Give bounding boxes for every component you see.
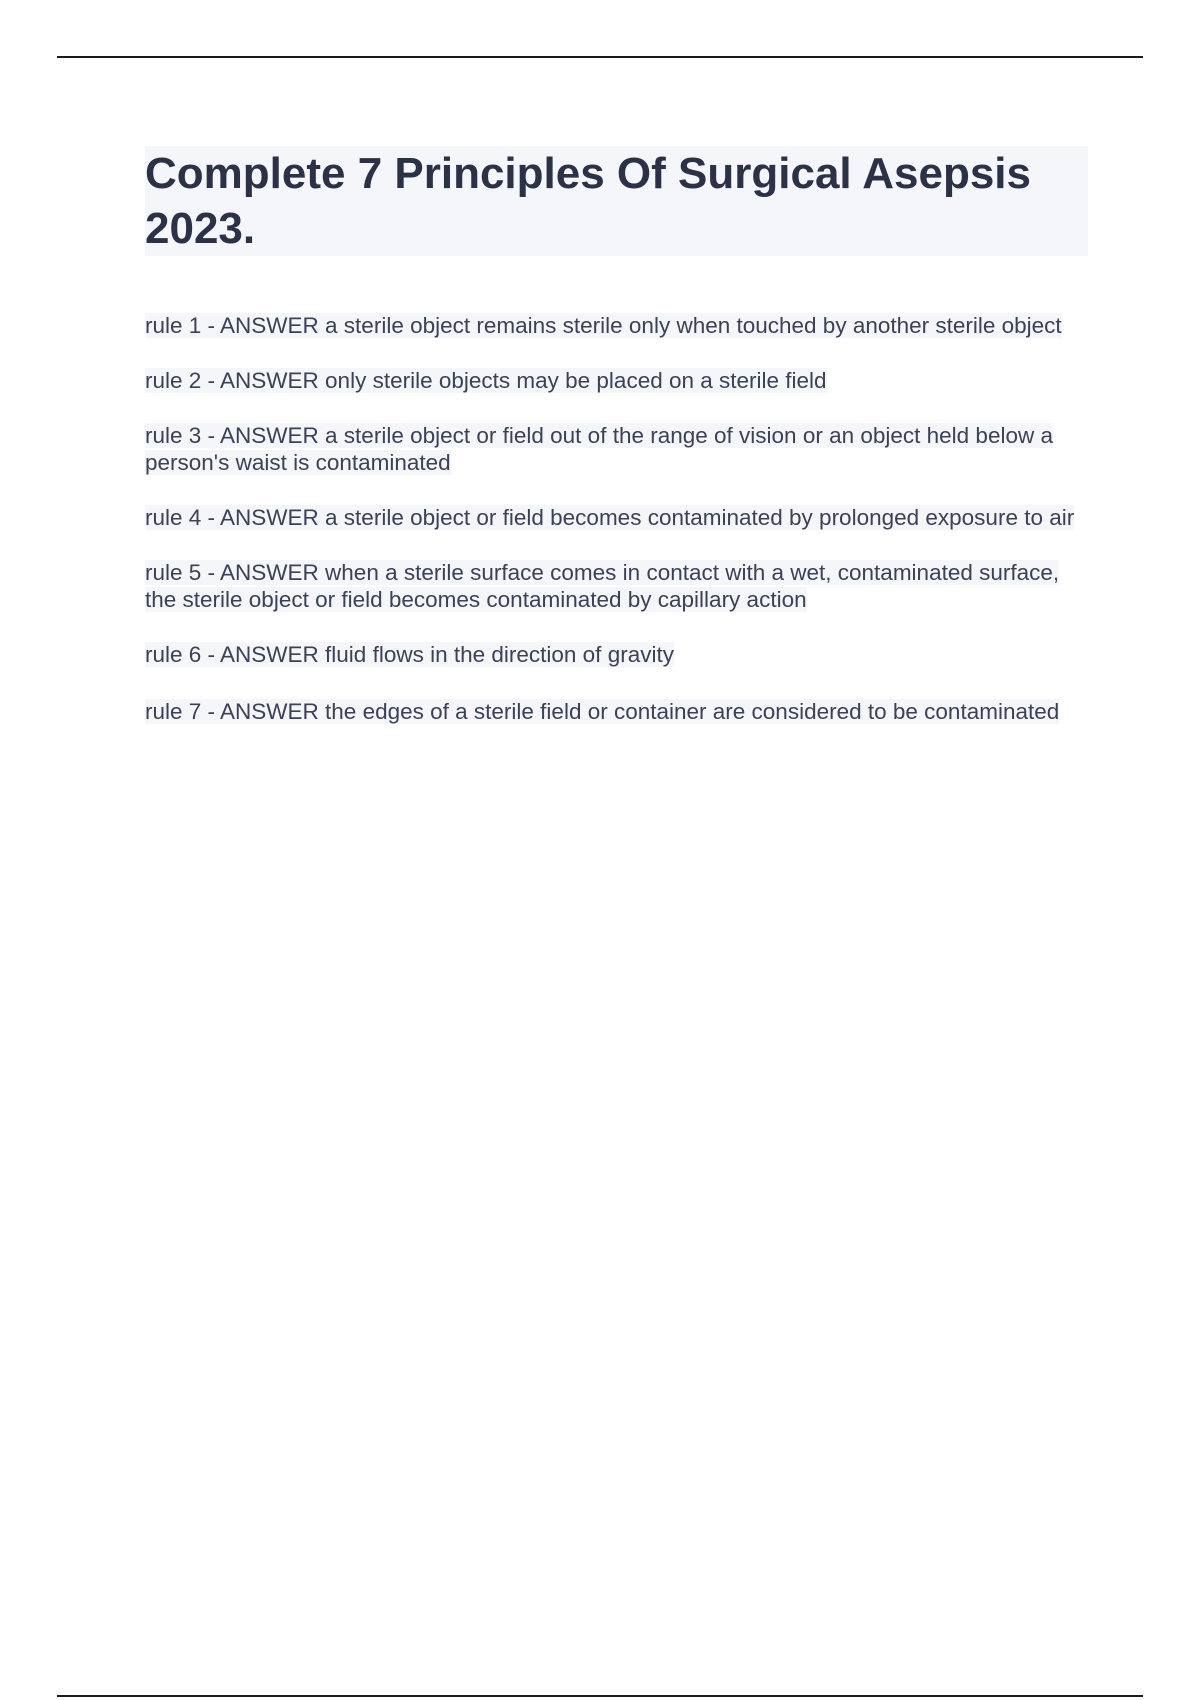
rule-text-7: rule 7 - ANSWER the edges of a sterile field or container are considered to be contaminated	[145, 699, 1060, 724]
rule-item-4	[145, 504, 1090, 531]
rule-text-2: rule 2 - ANSWER only sterile objects may be placed on a sterile field	[145, 368, 827, 393]
rule-text-3: rule 3 - ANSWER a sterile object or field out of the range of vision or an object held below a person's waist is contaminated	[145, 423, 1053, 475]
footer-divider	[57, 1695, 1143, 1697]
page-title: Complete 7 Principles Of Surgical Asepsis 2023.	[145, 149, 1031, 253]
rule-item-3	[145, 422, 1090, 476]
rule-item-2	[145, 367, 1090, 394]
rule-text-4: rule 4 - ANSWER a sterile object or field becomes contaminated by prolonged exposure to air	[145, 505, 1075, 530]
rule-text-1: rule 1 - ANSWER a sterile object remains sterile only when touched by another sterile object	[145, 313, 1062, 338]
rule-item-5	[145, 559, 1090, 613]
header-divider	[57, 56, 1143, 58]
rules-list	[145, 312, 1090, 756]
rule-text-5: rule 5 - ANSWER when a sterile surface comes in contact with a wet, contaminated surface, the sterile object or field becomes contaminated by capillary action	[145, 560, 1060, 612]
rule-item-7	[145, 696, 1090, 728]
title-block	[145, 146, 1088, 256]
rule-text-6: rule 6 - ANSWER fluid flows in the direction of gravity	[145, 642, 674, 667]
rule-item-6	[145, 641, 1090, 668]
rule-item-1	[145, 312, 1090, 339]
